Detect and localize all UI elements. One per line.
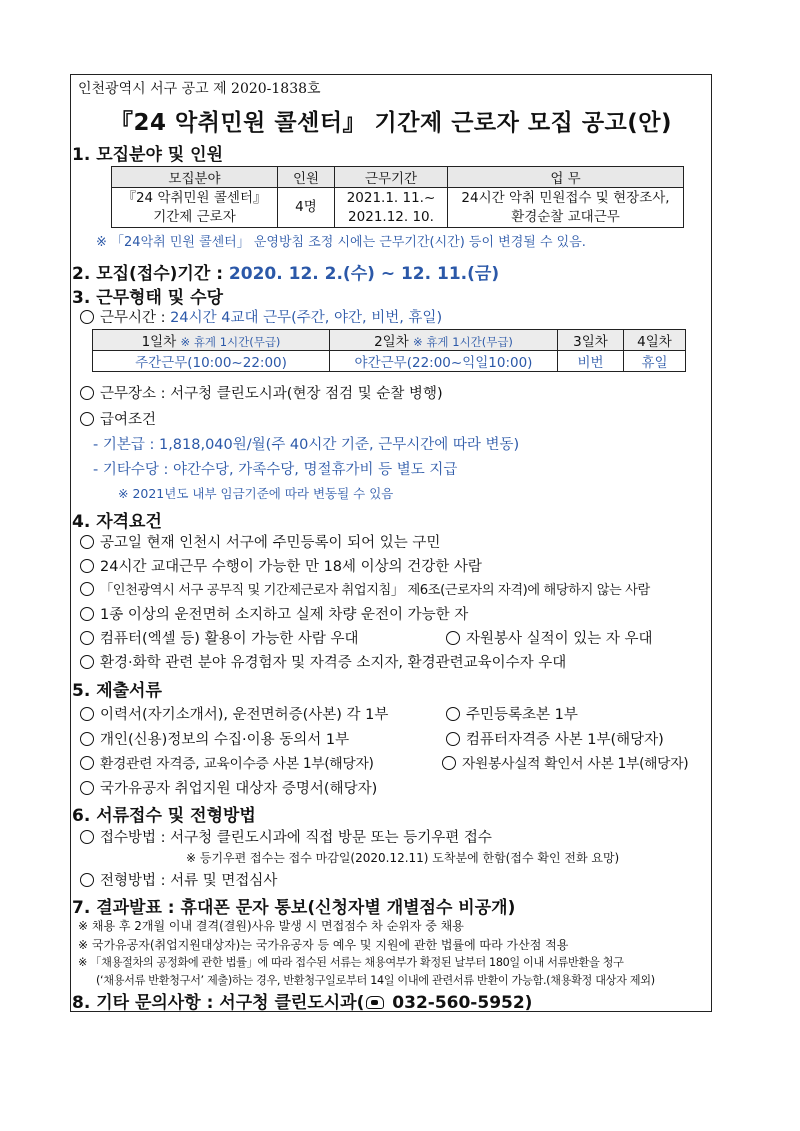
document-number: 인천광역시 서구 공고 제 2020-1838호 <box>78 81 321 97</box>
qualification-text: 컴퓨터(엑셀 등) 활용이 가능한 사람 우대 <box>100 631 359 647</box>
duty-cell <box>448 188 684 228</box>
table-header: 업 무 <box>448 167 684 188</box>
circle-bullet-icon <box>80 559 94 573</box>
table-header: 근무기간 <box>335 167 448 188</box>
list-item <box>80 728 349 749</box>
circle-bullet-icon <box>80 386 94 400</box>
pay-note: ※ 2021년도 내부 임금기준에 따라 변동될 수 있음 <box>118 486 394 501</box>
list-item <box>446 627 653 648</box>
section-8 <box>72 988 532 1013</box>
shift-cell: 비번 <box>558 351 624 372</box>
section-8-heading: 8. 기타 문의사항 : 서구청 클린도시과( <box>72 993 365 1013</box>
day-label: 1일차 <box>141 334 177 350</box>
circle-bullet-icon <box>80 582 94 596</box>
circle-bullet-icon <box>80 756 94 770</box>
section-5-heading: 5. 제출서류 <box>72 681 162 701</box>
receipt-method-line <box>80 826 492 847</box>
receipt-method: 접수방법 : 서구청 클린도시과에 직접 방문 또는 등기우편 접수 <box>100 830 492 846</box>
work-place-line <box>80 382 443 403</box>
list-item <box>80 555 482 576</box>
pay-base: - 기본급 : 1,818,040원/월(주 40시간 기준, 근무시간에 따라 변동) <box>93 437 520 453</box>
recruitment-table <box>111 166 684 228</box>
screening-method: 전형방법 : 서류 및 면접심사 <box>100 873 278 889</box>
list-item <box>446 728 664 749</box>
section-6-heading: 6. 서류접수 및 전형방법 <box>72 806 256 826</box>
qualification-text: 24시간 교대근무 수행이 가능한 만 18세 이상의 건강한 사람 <box>100 559 482 575</box>
document-text: 환경관련 자격증, 교육이수증 사본 1부(해당자) <box>100 756 374 772</box>
count-cell: 4명 <box>278 188 335 228</box>
field-cell <box>112 188 278 228</box>
screening-method-line <box>80 869 277 890</box>
result-note: (‘채용서류 반환청구서’ 제출)하는 경우, 반환청구일로부터 14일 이내에 관련서류 반환이 가능함.(채용확정 대상자 제외) <box>96 974 655 987</box>
circle-bullet-icon <box>446 707 460 721</box>
shift-table <box>92 329 686 372</box>
list-item <box>80 752 374 772</box>
day-label: 2일차 <box>374 334 409 350</box>
work-place: 근무장소 : 서구청 클린도시과(현장 점검 및 순찰 병행) <box>100 386 443 402</box>
result-note: ※ 국가유공자(취업지원대상자)는 국가유공자 등 예우 및 지원에 관한 법률에 따라 가산점 적용 <box>78 938 569 952</box>
duty-line: 환경순찰 교대근무 <box>511 208 620 225</box>
pay-extra: - 기타수당 : 야간수당, 가족수당, 명절휴가비 등 별도 지급 <box>93 462 458 478</box>
application-period: 2020. 12. 2.(수) ~ 12. 11.(금) <box>228 264 500 284</box>
break-note: ※ 휴게 1시간(무급) <box>180 335 281 349</box>
list-item <box>80 777 377 798</box>
document-text: 주민등록초본 1부 <box>466 707 578 723</box>
circle-bullet-icon <box>80 607 94 621</box>
work-hours-value: 24시간 4교대 근무(주간, 야간, 비번, 휴일) <box>170 310 443 326</box>
circle-bullet-icon <box>80 732 94 746</box>
result-note: ※ 채용 후 2개월 이내 결격(결원)사유 발생 시 면접점수 차 순위자 중 채용 <box>78 919 464 933</box>
circle-bullet-icon <box>80 830 94 844</box>
work-hours-line <box>80 306 442 327</box>
period-cell <box>335 188 448 228</box>
table-row <box>93 351 686 372</box>
document-text: 국가유공자 취업지원 대상자 증명서(해당자) <box>100 781 378 797</box>
list-item <box>80 579 650 598</box>
break-note: ※ 휴게 1시간(무급) <box>413 335 513 349</box>
list-item <box>442 752 688 772</box>
page-title: 『24 악취민원 콜센터』 기간제 근로자 모집 공고(안) <box>110 110 672 136</box>
field-line: 기간제 근로자 <box>153 208 236 225</box>
period-line: 2021.12. 10. <box>348 208 434 225</box>
table-header: 인원 <box>278 167 335 188</box>
section-2 <box>72 259 499 284</box>
qualification-text: 자원봉사 실적이 있는 자 우대 <box>466 631 653 647</box>
document-text: 자원봉사실적 확인서 사본 1부(해당자) <box>462 756 689 772</box>
list-item <box>80 531 440 552</box>
table-header: 모집분야 <box>112 167 278 188</box>
circle-bullet-icon <box>80 707 94 721</box>
list-item <box>80 651 566 672</box>
table-row <box>112 188 684 228</box>
section-4-heading: 4. 자격요건 <box>72 512 162 532</box>
circle-bullet-icon <box>442 756 456 770</box>
circle-bullet-icon <box>80 412 94 426</box>
section-1-note: ※ 「24악취 민원 콜센터」 운영방침 조정 시에는 근무기간(시간) 등이 변경될 수 있음. <box>96 235 586 250</box>
day1-header <box>93 330 330 351</box>
duty-line: 24시간 악취 민원접수 및 현장조사, <box>461 189 670 206</box>
circle-bullet-icon <box>80 535 94 549</box>
list-item <box>80 603 468 624</box>
circle-bullet-icon <box>446 631 460 645</box>
shift-cell: 야간근무(22:00~익일10:00) <box>330 351 558 372</box>
section-1-heading: 1. 모집분야 및 인원 <box>72 145 223 165</box>
work-hours-label: 근무시간 : <box>100 310 166 326</box>
circle-bullet-icon <box>80 310 94 324</box>
list-item <box>80 627 358 648</box>
section-3-heading: 3. 근무형태 및 수당 <box>72 288 223 308</box>
section-2-heading: 2. 모집(접수)기간 : <box>72 264 223 284</box>
section-7-heading: 7. 결과발표 : 휴대폰 문자 통보(신청자별 개별점수 비공개) <box>72 898 516 918</box>
circle-bullet-icon <box>80 655 94 669</box>
circle-bullet-icon <box>80 873 94 887</box>
pay-label: 급여조건 <box>100 412 157 428</box>
document-text: 개인(신용)정보의 수집·이용 동의서 1부 <box>100 732 350 748</box>
document-text: 이력서(자기소개서), 운전면허증(사본) 각 1부 <box>100 707 389 723</box>
contact-phone: 032-560-5952) <box>392 993 533 1013</box>
list-item <box>80 703 388 724</box>
qualification-text: 환경·화학 관련 분야 유경험자 및 자격증 소지자, 환경관련교육이수자 우대 <box>100 655 567 671</box>
qualification-text: 「인천광역시 서구 공무직 및 기간제근로자 취업지침」 제6조(근로자의 자격)에 해당하지 않는 사람 <box>100 583 650 598</box>
period-line: 2021.1. 11.~ <box>346 189 436 206</box>
phone-icon <box>366 996 384 1009</box>
day4-header: 4일차 <box>624 330 686 351</box>
shift-cell: 휴일 <box>624 351 686 372</box>
day3-header: 3일차 <box>558 330 624 351</box>
list-item <box>446 703 578 724</box>
result-note: ※ 「채용절차의 공정화에 관한 법률」에 따라 접수된 서류는 채용여부가 확정된 날부터 180일 이내 서류반환을 청구 <box>78 956 624 969</box>
circle-bullet-icon <box>80 781 94 795</box>
circle-bullet-icon <box>80 631 94 645</box>
circle-bullet-icon <box>446 732 460 746</box>
qualification-text: 1종 이상의 운전면허 소지하고 실제 차량 운전이 가능한 자 <box>100 607 469 623</box>
pay-label-line <box>80 408 156 429</box>
document-text: 컴퓨터자격증 사본 1부(해당자) <box>466 732 664 748</box>
receipt-note: ※ 등기우편 접수는 접수 마감일(2020.12.11) 도착분에 한함(접수 확인 전화 요망) <box>186 851 620 865</box>
day2-header <box>330 330 558 351</box>
qualification-text: 공고일 현재 인천시 서구에 주민등록이 되어 있는 구민 <box>100 535 441 551</box>
field-line: 『24 악취민원 콜센터』 <box>122 189 267 206</box>
shift-cell: 주간근무(10:00~22:00) <box>93 351 330 372</box>
